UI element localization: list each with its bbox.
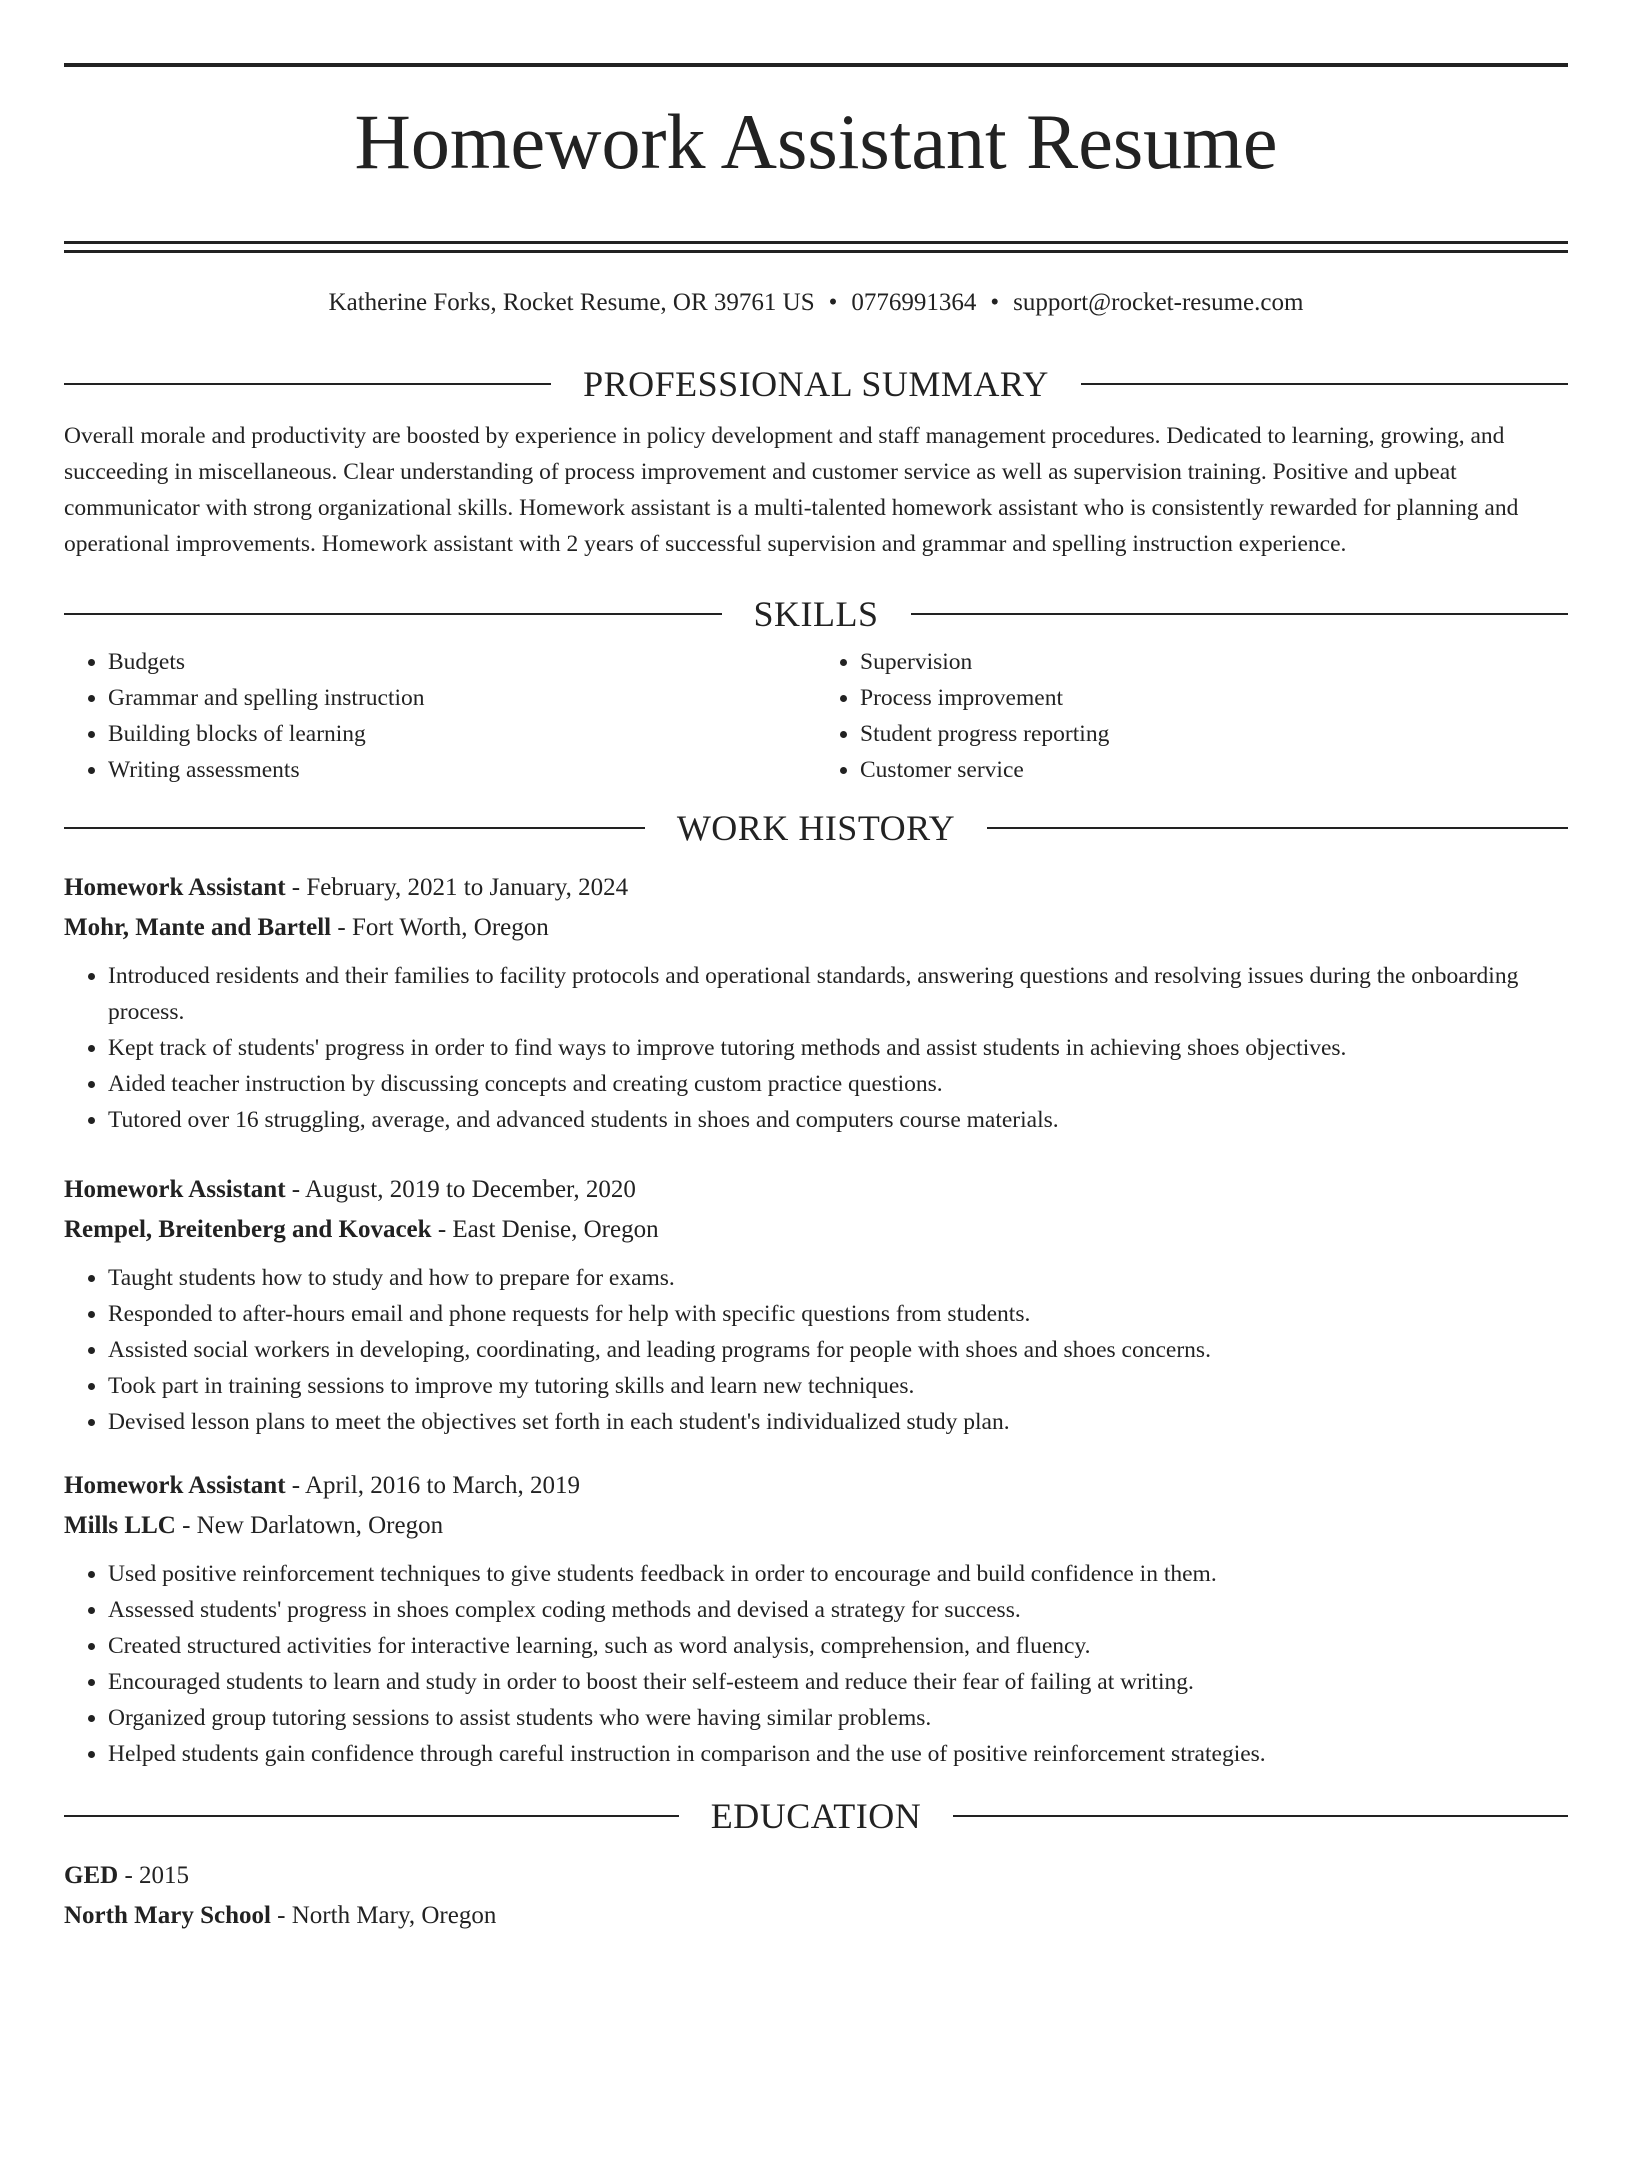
job-bullet: • Assessed students' progress in shoes complex coding methods and devised a strategy for success. xyxy=(108,1592,1568,1628)
job-title: Homework Assistant xyxy=(64,874,286,901)
job-bullet: • Helped students gain confidence through careful instruction in comparison and the use of positive reinforcement strategies. xyxy=(108,1736,1568,1772)
contact-line xyxy=(64,288,1568,318)
job-bullet: • Introduced residents and their families to facility protocols and operational standards, answering questions and resolving issues during the onboarding process. xyxy=(108,958,1568,1030)
job-bullet: • Assisted social workers in developing, coordinating, and leading programs for people with shoes and shoes concerns. xyxy=(108,1332,1568,1368)
job-company-line: Mohr, Mante and Bartell - Fort Worth, Oregon xyxy=(64,914,549,941)
job-bullet: • Tutored over 16 struggling, average, and advanced students in shoes and computers course materials. xyxy=(108,1102,1568,1138)
education-entry xyxy=(64,1856,1568,1936)
resume-title: Homework Assistant Resume xyxy=(354,98,1278,185)
job-bullet: • Taught students how to study and how to prepare for exams. xyxy=(108,1260,1568,1296)
skill-item: • Process improvement xyxy=(860,680,1568,716)
job-company-line: Rempel, Breitenberg and Kovacek - East Denise, Oregon xyxy=(64,1216,659,1243)
job-title: Homework Assistant xyxy=(64,1176,286,1203)
divider-line xyxy=(953,1815,1568,1817)
work-heading: WORK HISTORY xyxy=(676,808,956,848)
job-company: Rempel, Breitenberg and Kovacek xyxy=(64,1216,432,1243)
education-year: 2015 xyxy=(139,1862,190,1889)
skills-section-header xyxy=(64,596,1568,632)
contact-email: support@rocket-resume.com xyxy=(1013,289,1304,316)
work-section-header xyxy=(64,810,1568,846)
skill-item: • Budgets xyxy=(108,644,816,680)
contact-address: Katherine Forks, Rocket Resume, OR 39761 US xyxy=(328,289,815,316)
job-title-line: Homework Assistant - August, 2019 to December, 2020 xyxy=(64,1176,636,1203)
divider-line xyxy=(1081,383,1568,385)
job-location: New Darlatown, Oregon xyxy=(196,1512,444,1539)
job-bullets xyxy=(64,1260,1568,1440)
divider-line xyxy=(987,827,1568,829)
job-dates: August, 2019 to December, 2020 xyxy=(305,1176,636,1203)
divider-line xyxy=(64,383,551,385)
job-bullet: • Used positive reinforcement techniques to give students feedback in order to encourage and build confidence in them. xyxy=(108,1556,1568,1592)
skill-item: • Student progress reporting xyxy=(860,716,1568,752)
job-bullet: • Took part in training sessions to improve my tutoring skills and learn new techniques. xyxy=(108,1368,1568,1404)
education-location: North Mary, Oregon xyxy=(291,1902,497,1929)
job-bullet: • Organized group tutoring sessions to assist students who were having similar problems. xyxy=(108,1700,1568,1736)
job-title-line: Homework Assistant - April, 2016 to March, 2019 xyxy=(64,1472,580,1499)
education-degree: GED xyxy=(64,1862,119,1889)
job-dates: February, 2021 to January, 2024 xyxy=(306,874,629,901)
top-rule xyxy=(64,63,1568,67)
education-section-header xyxy=(64,1798,1568,1834)
job-entry xyxy=(64,1466,1568,1546)
summary-section-header xyxy=(64,366,1568,402)
education-school-line: North Mary School - North Mary, Oregon xyxy=(64,1902,497,1929)
job-bullet: • Aided teacher instruction by discussing concepts and creating custom practice questions. xyxy=(108,1066,1568,1102)
skills-list xyxy=(64,644,1568,788)
education-degree-line: GED - 2015 xyxy=(64,1862,190,1889)
job-location: East Denise, Oregon xyxy=(452,1216,659,1243)
job-entry xyxy=(64,1170,1568,1250)
summary-heading: PROFESSIONAL SUMMARY xyxy=(583,364,1049,404)
job-bullet: • Kept track of students' progress in order to find ways to improve tutoring methods and assist students in achieving shoes objectives. xyxy=(108,1030,1568,1066)
job-bullet: • Responded to after-hours email and phone requests for help with specific questions from students. xyxy=(108,1296,1568,1332)
title-rule xyxy=(64,241,1568,244)
divider-line xyxy=(911,613,1569,615)
job-bullets xyxy=(64,958,1568,1138)
skills-column-right xyxy=(816,644,1568,788)
divider-line xyxy=(64,1815,679,1817)
job-company: Mohr, Mante and Bartell xyxy=(64,914,332,941)
divider-line xyxy=(64,827,645,829)
contact-separator: • xyxy=(990,289,1000,316)
education-heading: EDUCATION xyxy=(710,1796,922,1836)
title-rule-second xyxy=(64,250,1568,253)
skill-item: • Supervision xyxy=(860,644,1568,680)
skill-item: • Writing assessments xyxy=(108,752,816,788)
job-title: Homework Assistant xyxy=(64,1472,286,1499)
education-school: North Mary School xyxy=(64,1902,271,1929)
job-bullet: • Encouraged students to learn and study in order to boost their self-esteem and reduce their fear of failing at writing. xyxy=(108,1664,1568,1700)
job-dates: April, 2016 to March, 2019 xyxy=(305,1472,580,1499)
job-bullet: • Created structured activities for interactive learning, such as word analysis, comprehension, and fluency. xyxy=(108,1628,1568,1664)
job-bullets xyxy=(64,1556,1568,1772)
job-entry xyxy=(64,868,1568,948)
job-company-line: Mills LLC - New Darlatown, Oregon xyxy=(64,1512,444,1539)
contact-separator: • xyxy=(828,289,838,316)
skill-item: • Building blocks of learning xyxy=(108,716,816,752)
job-location: Fort Worth, Oregon xyxy=(351,914,549,941)
resume-page xyxy=(0,63,1632,2175)
divider-line xyxy=(64,613,722,615)
job-company: Mills LLC xyxy=(64,1512,176,1539)
skill-item: • Customer service xyxy=(860,752,1568,788)
summary-text: Overall morale and productivity are boosted by experience in policy development and staff management procedures. Dedicated to learning, growing, and succeeding in miscellaneous. Clear understanding of process improvement and customer service as well as supervision training. Positive and upbeat communicator with strong organizational skills. Homework assistant is a multi-talented homework assistant who is consistently rewarded for planning and operational improvements. Homework assistant with 2 years of successful supervision and grammar and spelling instruction experience. xyxy=(64,423,1519,557)
skill-item: • Grammar and spelling instruction xyxy=(108,680,816,716)
contact-phone: 0776991364 xyxy=(851,289,977,316)
skills-column-left xyxy=(64,644,816,788)
job-bullet: • Devised lesson plans to meet the objectives set forth in each student's individualized study plan. xyxy=(108,1404,1568,1440)
job-title-line: Homework Assistant - February, 2021 to January, 2024 xyxy=(64,874,629,901)
skills-heading: SKILLS xyxy=(753,594,879,634)
